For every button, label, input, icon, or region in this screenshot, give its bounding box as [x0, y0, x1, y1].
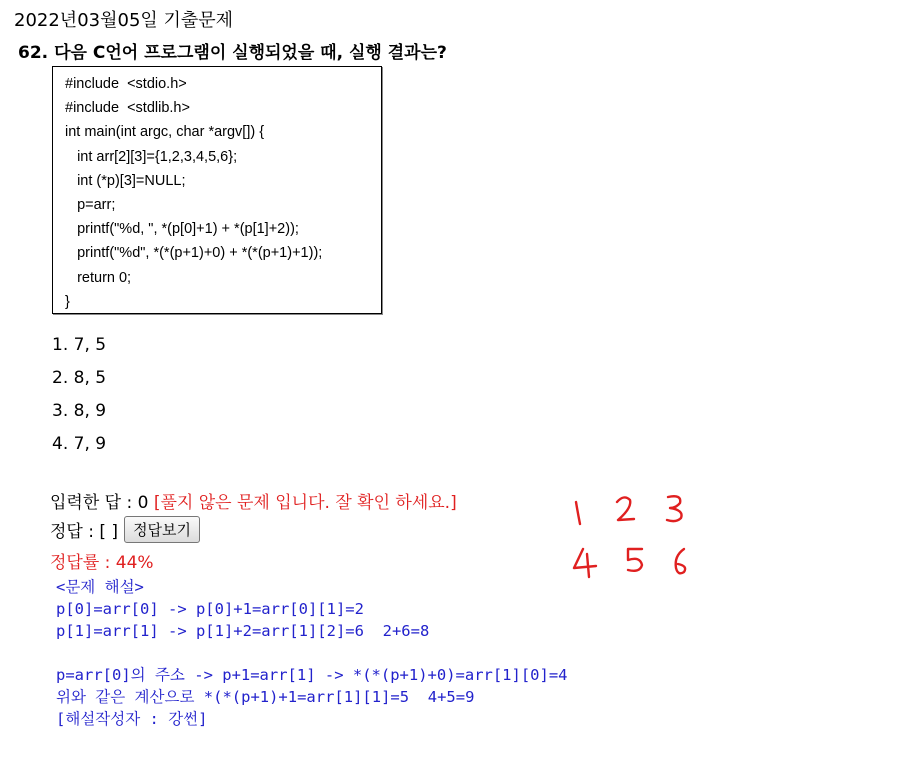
question-title — [18, 38, 447, 63]
explanation-line: p[1]=arr[1] -> p[1]+2=arr[1][2]=6 2+6=8 — [56, 622, 430, 640]
code-line: } — [65, 293, 70, 310]
code-line: p=arr; — [65, 196, 116, 213]
entered-answer-label: 입력한 답 : — [50, 493, 138, 513]
correct-rate: 정답률 : 44% — [50, 553, 154, 573]
show-answer-button[interactable]: 정답보기 — [124, 516, 200, 543]
explanation-spacer — [56, 642, 568, 664]
explanation-block — [56, 576, 568, 730]
explanation-author: [해설작성자 : 강썬] — [56, 710, 208, 728]
exam-date-title: 2022년03월05일 기출문제 — [14, 10, 234, 31]
question-text: 다음 C언어 프로그램이 실행되었을 때, 실행 결과는? — [54, 43, 447, 63]
not-solved-message: [풀지 않은 문제 입니다. 잘 확인 하세요.] — [153, 493, 457, 513]
explanation-line: p=arr[0]의 주소 -> p+1=arr[1] -> *(*(p+1)+0)=arr[1][0]=4 — [56, 666, 568, 684]
handwritten-digits-drawing — [560, 486, 700, 582]
code-line: return 0; — [65, 269, 132, 286]
code-line: #include <stdio.h> — [65, 76, 187, 92]
explanation-line: p[0]=arr[0] -> p[0]+1=arr[0][1]=2 — [56, 600, 364, 618]
code-line: int arr[2][3]={1,2,3,4,5,6}; — [65, 148, 238, 165]
code-line: int main(int argc, char *argv[]) { — [65, 124, 265, 141]
handwritten-digit-3 — [667, 496, 682, 521]
ink-strokes — [574, 496, 685, 577]
explanation-heading: <문제 해설> — [56, 578, 144, 596]
code-line: #include <stdlib.h> — [65, 100, 190, 117]
question-number: 62. — [18, 43, 49, 63]
choice-list — [52, 332, 106, 464]
entered-answer-value: 0 — [137, 493, 149, 513]
handwritten-digit-4 — [574, 549, 596, 577]
handwritten-digit-5 — [628, 549, 642, 571]
handwritten-digit-2 — [617, 497, 634, 520]
code-box — [52, 66, 382, 314]
explanation-line: 위와 같은 계산으로 *(*(p+1)+1=arr[1][1]=5 4+5=9 — [56, 688, 475, 706]
entered-answer-row — [50, 488, 457, 513]
choice-1[interactable]: 1. 7, 5 — [52, 335, 107, 355]
correct-answer-label: 정답 : [ ] — [50, 522, 119, 542]
handwritten-digit-1 — [576, 502, 580, 524]
code-line: int (*p)[3]=NULL; — [65, 172, 186, 189]
code-line: printf("%d", *(*(p+1)+0) + *(*(p+1)+1)); — [65, 245, 323, 262]
correct-answer-row — [50, 516, 200, 543]
choice-3[interactable]: 3. 8, 9 — [52, 401, 107, 421]
choice-2[interactable]: 2. 8, 5 — [52, 368, 107, 388]
handwritten-digit-6 — [676, 549, 685, 573]
code-line: printf("%d, ", *(p[0]+1) + *(p[1]+2)); — [65, 221, 299, 238]
choice-4[interactable]: 4. 7, 9 — [52, 434, 107, 454]
